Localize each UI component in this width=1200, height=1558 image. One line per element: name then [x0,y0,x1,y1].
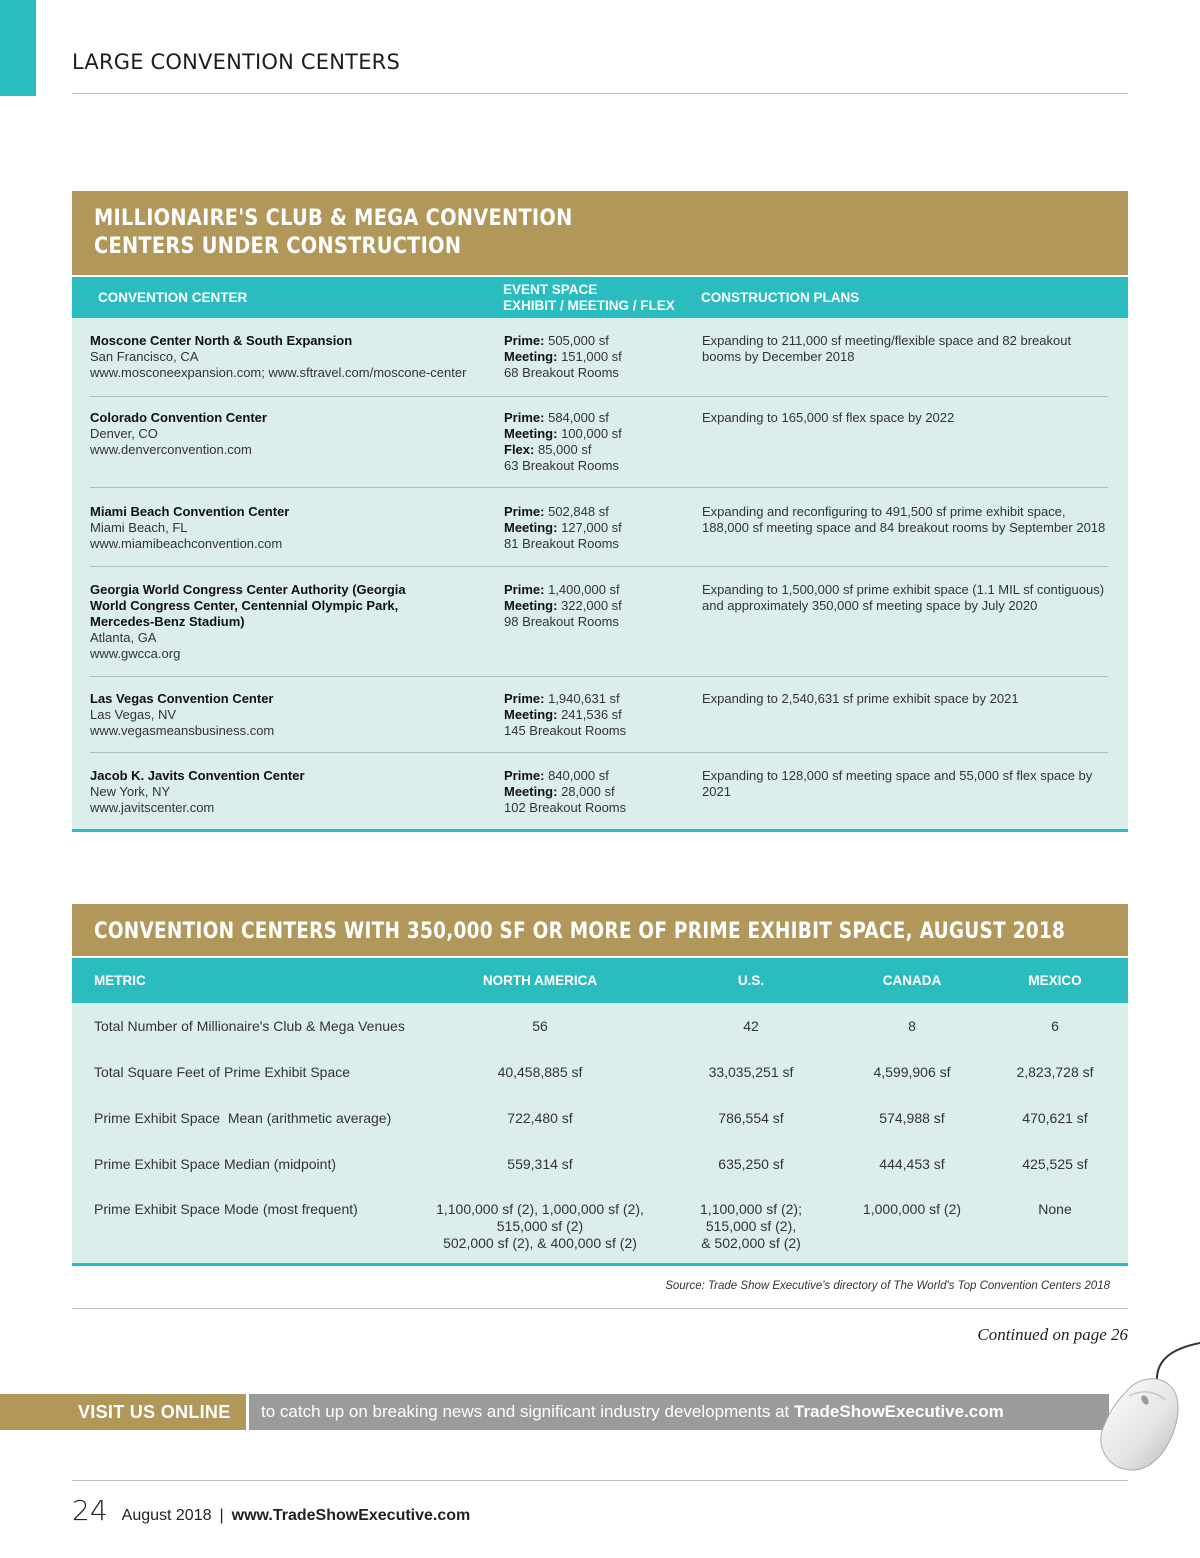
construction-plan: Expanding to 165,000 sf flex space by 2022 [702,410,955,425]
mode-na-line-1: 1,100,000 sf (2), 1,000,000 sf (2), [436,1201,644,1217]
center-name-line-2: World Congress Center, Centennial Olympic Park, [90,598,399,613]
center-name: Moscone Center North & South Expansion [90,333,353,348]
value-canada: 444,453 sf [879,1156,945,1172]
center-name: Colorado Convention Center [90,410,267,425]
prime-value: 840,000 sf [548,768,609,783]
metric-label: Total Number of Millionaire's Club & Mega Venues [94,1018,405,1034]
value-mexico: 6 [1051,1018,1059,1034]
meeting-label: Meeting: [504,426,558,441]
continued-note[interactable]: Continued on page 26 [977,1325,1128,1344]
metric-label: Prime Exhibit Space Median (midpoint) [94,1156,336,1172]
metric-label: Prime Exhibit Space Mean (arithmetic average) [94,1110,392,1126]
page-footer [72,1494,470,1527]
flex-label: Flex: [504,442,535,457]
prime-label: Prime: [504,333,545,348]
prime-label: Prime: [504,410,545,425]
value-us: 786,554 sf [718,1110,784,1126]
metric-label: Prime Exhibit Space Mode (most frequent) [94,1201,358,1217]
construction-plan [702,582,1122,614]
center-website[interactable]: www.javitscenter.com [90,800,215,815]
meeting-value: 322,000 sf [561,598,622,613]
prime-label: Prime: [504,504,545,519]
banner-message: to catch up on breaking news and significant industry developments at [261,1402,794,1421]
breakout-rooms: 81 Breakout Rooms [504,536,619,551]
visit-banner[interactable] [249,1394,1109,1430]
plan-line-1: Expanding to 1,500,000 sf prime exhibit space (1.1 MIL sf contiguous) [702,582,1105,597]
meeting-value: 151,000 sf [561,349,622,364]
value-north-america: 722,480 sf [507,1110,573,1126]
mode-na-line-2: 515,000 sf (2) [496,1218,584,1234]
meeting-value: 127,000 sf [561,520,622,535]
plan-line-2: and approximately 350,000 sf meeting space by July 2020 [702,598,1038,613]
prime-label: Prime: [504,582,545,597]
center-location: Denver, CO [90,426,158,441]
plan-line-1: Expanding and reconfiguring to 491,500 sf prime exhibit space, [702,504,1066,519]
page-number: 24 [72,1494,108,1527]
computer-mouse-icon [1085,1338,1200,1478]
value-canada: 4,599,906 sf [873,1064,951,1080]
heading-divider [72,93,1128,94]
header-canada: CANADA [882,973,942,988]
center-website[interactable]: www.denverconvention.com [90,442,252,457]
header-event-space-line2: EXHIBIT / MEETING / FLEX [503,298,675,313]
metric-label: Total Square Feet of Prime Exhibit Space [94,1064,351,1080]
meeting-value: 241,536 sf [561,707,622,722]
construction-table [72,191,1128,832]
metrics-table-title [72,904,1128,958]
meeting-label: Meeting: [504,598,558,613]
source-divider [72,1308,1128,1309]
header-mexico: MEXICO [1028,973,1082,988]
prime-value: 502,848 sf [548,504,609,519]
center-name: Jacob K. Javits Convention Center [90,768,305,783]
footer-website-link[interactable]: www.TradeShowExecutive.com [231,1507,471,1524]
flex-value: 85,000 sf [537,442,592,457]
center-location: Atlanta, GA [90,630,157,645]
prime-value: 1,400,000 sf [548,582,620,597]
center-website[interactable]: www.gwcca.org [90,646,181,661]
footer-separator: | [219,1507,224,1524]
center-website[interactable]: www.mosconeexpansion.com; www.sftravel.com/moscone-center [90,365,467,380]
row-divider [90,676,1108,677]
value-canada: 574,988 sf [879,1110,945,1126]
mode-na-line-3: 502,000 sf (2), & 400,000 sf (2) [443,1235,637,1251]
center-name: Las Vegas Convention Center [90,691,274,706]
header-north-america: NORTH AMERICA [482,973,598,988]
value-canada: 8 [908,1018,916,1034]
metrics-title-text: CONVENTION CENTERS WITH 350,000 SF OR MORE OF PRIME EXHIBIT SPACE, AUGUST 2018 [94,919,1066,944]
prime-value: 584,000 sf [548,410,609,425]
mode-us-line-1: 1,100,000 sf (2); [700,1201,802,1217]
mode-us-line-3: & 502,000 sf (2) [701,1235,801,1251]
value-mexico: None [1038,1201,1072,1217]
center-name: Miami Beach Convention Center [90,504,290,519]
value-us: 33,035,251 sf [708,1064,794,1080]
banner-site-link[interactable]: TradeShowExecutive.com [794,1402,1004,1421]
page-heading: LARGE CONVENTION CENTERS [72,50,400,74]
row-divider [90,752,1108,753]
center-location: Las Vegas, NV [90,707,176,722]
value-mexico: 2,823,728 sf [1016,1064,1094,1080]
construction-table-header [72,277,1128,318]
construction-table-title [72,191,1128,277]
center-location: New York, NY [90,784,171,799]
meeting-label: Meeting: [504,349,558,364]
breakout-rooms: 102 Breakout Rooms [504,800,627,815]
corner-tab [0,0,36,96]
construction-plan [702,504,1122,536]
footer-divider [72,1480,1128,1481]
center-website[interactable]: www.miamibeachconvention.com [90,536,283,551]
metrics-table [72,904,1128,1266]
header-construction-plans: CONSTRUCTION PLANS [701,290,860,305]
header-event-space-line1: EVENT SPACE [503,282,598,297]
breakout-rooms: 98 Breakout Rooms [504,614,619,629]
meeting-label: Meeting: [504,520,558,535]
row-divider [90,566,1108,567]
meeting-value: 28,000 sf [561,784,615,799]
breakout-rooms: 68 Breakout Rooms [504,365,619,380]
prime-label: Prime: [504,691,545,706]
breakout-rooms: 63 Breakout Rooms [504,458,619,473]
value-us [672,1201,830,1252]
value-north-america: 40,458,885 sf [497,1064,583,1080]
center-location: Miami Beach, FL [90,520,188,535]
construction-plan: Expanding to 2,540,631 sf prime exhibit space by 2021 [702,691,1019,706]
issue-date: August 2018 [121,1507,212,1524]
mode-us-line-2: 515,000 sf (2), [705,1218,797,1234]
header-us: U.S. [737,973,765,988]
meeting-label: Meeting: [504,784,558,799]
source-note: Source: Trade Show Executive's directory of The World's Top Convention Centers 2018 [665,1280,1110,1292]
value-us: 635,250 sf [718,1156,784,1172]
value-mexico: 425,525 sf [1022,1156,1088,1172]
plan-line-2: 188,000 sf meeting space and 84 breakout rooms by September 2018 [702,520,1106,535]
row-divider [90,487,1108,488]
header-event-space [503,282,675,314]
value-canada: 1,000,000 sf (2) [862,1201,962,1217]
meeting-label: Meeting: [504,707,558,722]
meeting-value: 100,000 sf [561,426,622,441]
center-location: San Francisco, CA [90,349,199,364]
value-north-america [430,1201,650,1252]
value-north-america: 56 [532,1018,548,1034]
title-line-1: MILLIONAIRE'S CLUB & MEGA CONVENTION [94,206,573,231]
center-name-line-3: Mercedes-Benz Stadium) [90,614,245,629]
value-mexico: 470,621 sf [1022,1110,1088,1126]
header-metric: METRIC [94,973,146,988]
construction-plan: Expanding to 128,000 sf meeting space and 55,000 sf flex space by 2021 [702,768,1093,799]
value-north-america: 559,314 sf [507,1156,573,1172]
prime-value: 1,940,631 sf [548,691,620,706]
breakout-rooms: 145 Breakout Rooms [504,723,627,738]
construction-plan: Expanding to 211,000 sf meeting/flexible space and 82 breakout booms by December 2018 [702,333,1072,364]
header-convention-center: CONVENTION CENTER [98,290,248,305]
prime-value: 505,000 sf [548,333,609,348]
value-us: 42 [743,1018,759,1034]
center-website[interactable]: www.vegasmeansbusiness.com [90,723,275,738]
visit-us-online-label: VISIT US ONLINE [0,1394,246,1430]
center-name-line-1: Georgia World Congress Center Authority (Georgia [90,582,406,597]
row-divider [90,396,1108,397]
prime-label: Prime: [504,768,545,783]
metrics-table-header [72,958,1128,1003]
title-line-2: CENTERS UNDER CONSTRUCTION [94,234,462,259]
